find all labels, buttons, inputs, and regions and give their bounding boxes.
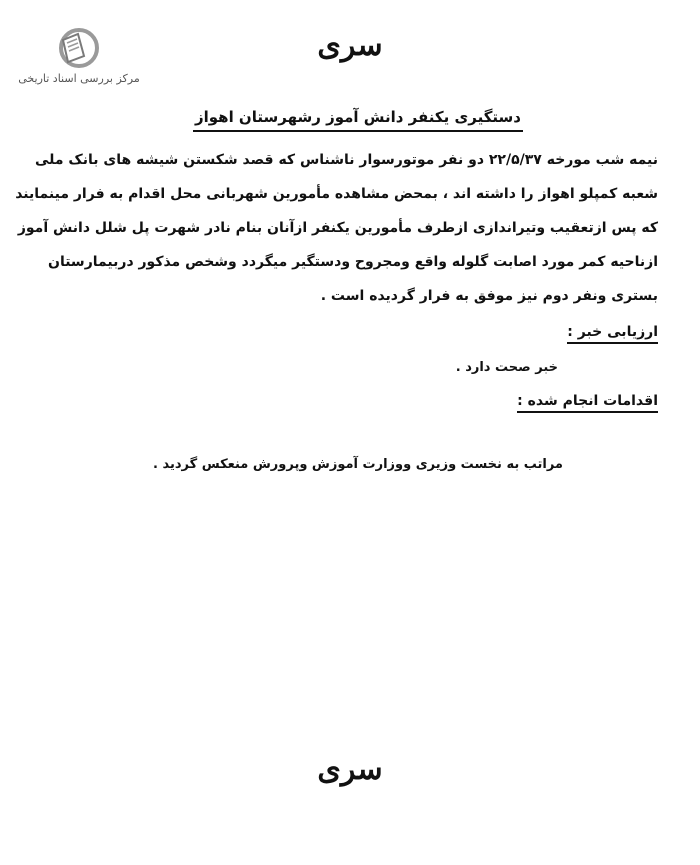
actions-label: اقدامات انجام شده : bbox=[517, 393, 658, 413]
body-line: ازناحیه کمر مورد اصابت گلوله واقع ومجروح ودستگیر میگردد وشخص مذکور دربیمارستان bbox=[48, 254, 658, 270]
assessment-label: ارزیابی خبر : bbox=[567, 324, 658, 344]
body-line: شعبه کمپلو اهواز را داشته اند ، بمحض مشاهده مأمورین شهربانی محل اقدام به فرار مینمایند bbox=[15, 186, 658, 202]
body-line: نیمه شب مورخه ۲۲/۵/۳۷ دو نفر موتورسوار ناشناس که قصد شکستن شیشه های بانک ملی bbox=[35, 152, 658, 168]
assessment-label-row bbox=[58, 324, 658, 340]
actions-label-row bbox=[58, 393, 658, 409]
assessment-value: خبر صحت دارد . bbox=[455, 360, 558, 375]
body-line: که پس ازتعقیب وتیراندازی ازطرف مأمورین یکنفر ازآنان بنام نادر شهرت پل شلل دانش آموز bbox=[17, 220, 658, 236]
archive-caption: مرکز بررسی اسناد تاریخی bbox=[18, 72, 140, 85]
document-body bbox=[15, 108, 658, 472]
classification-mark-bottom: سری bbox=[317, 752, 383, 787]
footer-note: مراتب به نخست وزیری ووزارت آموزش وپرورش منعکس گردید . bbox=[153, 457, 563, 472]
body-line: بستری ونفر دوم نیز موفق به فرار گردیده است . bbox=[320, 288, 658, 304]
classification-mark-top: سری bbox=[317, 28, 383, 63]
document-heading: دستگیری یکنفر دانش آموز رشهرستان اهواز bbox=[193, 108, 523, 132]
